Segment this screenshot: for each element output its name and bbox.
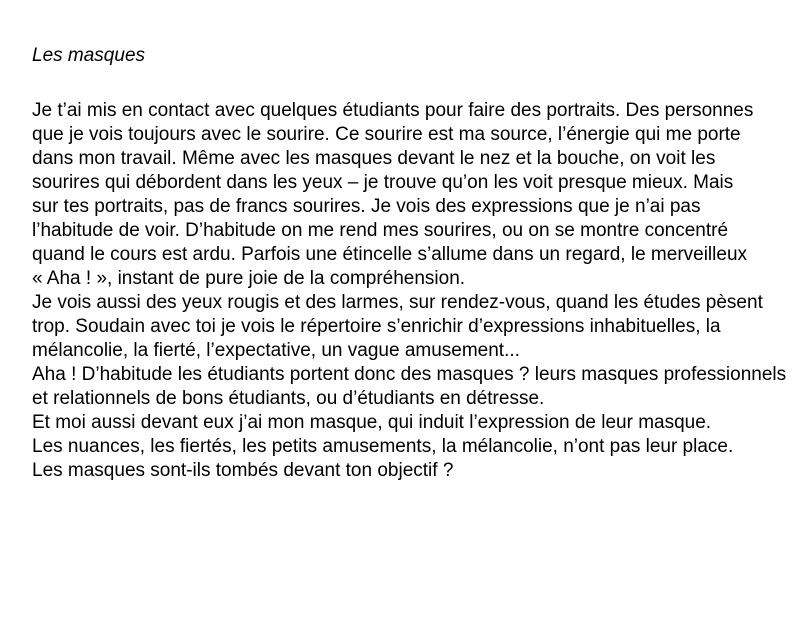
text-line: dans mon travail. Même avec les masques devant le nez et la bouche, on voit les <box>32 148 716 169</box>
text-line: Les masques sont-ils tombés devant ton objectif ? <box>32 460 454 481</box>
text-line: trop. Soudain avec toi je vois le répertoire s’enrichir d’expressions inhabituelles, la <box>32 316 721 337</box>
text-line: que je vois toujours avec le sourire. Ce sourire est ma source, l’énergie qui me porte <box>32 124 741 145</box>
text-line: Les nuances, les fiertés, les petits amusements, la mélancolie, n’ont pas leur place. <box>32 436 734 457</box>
text-line: sur tes portraits, pas de francs sourires. Je vois des expressions que je n’ai pas <box>32 196 701 217</box>
text-line: Je vois aussi des yeux rougis et des larmes, sur rendez-vous, quand les études pèsent <box>32 292 763 313</box>
text-line: et relationnels de bons étudiants, ou d’étudiants en détresse. <box>32 388 545 409</box>
text-line: sourires qui débordent dans les yeux – je trouve qu’on les voit presque mieux. Mais <box>32 172 734 193</box>
text-line: l’habitude de voir. D’habitude on me rend mes sourires, ou on se montre concentré <box>32 220 729 241</box>
text-line: « Aha ! », instant de pure joie de la compréhension. <box>32 268 466 289</box>
text-line: mélancolie, la fierté, l’expectative, un vague amusement... <box>32 340 520 361</box>
document-title: Les masques <box>32 45 146 66</box>
document-body <box>32 99 786 483</box>
text-line: Je t’ai mis en contact avec quelques étudiants pour faire des portraits. Des personnes <box>32 100 754 121</box>
text-line: quand le cours est ardu. Parfois une étincelle s’allume dans un regard, le merveilleux <box>32 244 748 265</box>
text-line: Aha ! D’habitude les étudiants portent donc des masques ? leurs masques professionnels <box>32 364 787 385</box>
text-line: Et moi aussi devant eux j’ai mon masque, qui induit l’expression de leur masque. <box>32 412 712 433</box>
